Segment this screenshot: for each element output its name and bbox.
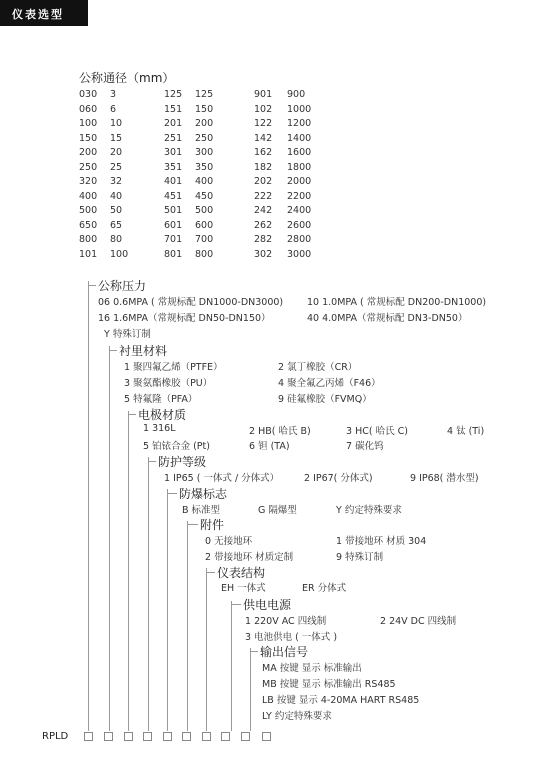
connector-line	[88, 281, 89, 731]
diameter-cell: 2200	[287, 190, 312, 202]
diameter-cell: 800	[79, 234, 98, 245]
connector-line	[250, 651, 258, 652]
diameter-cell: 350	[195, 161, 214, 173]
diameter-cell: 801	[164, 248, 183, 260]
model-code-box	[262, 732, 271, 741]
structure-option: EH 一体式	[221, 583, 266, 594]
diameter-cell: 200	[79, 147, 98, 158]
diameter-cell: 650	[79, 219, 98, 231]
lining-option: 1 聚四氟乙烯（PTFE）	[124, 362, 223, 373]
pressure-option: 10 1.0MPA ( 常规标配 DN200-DN1000)	[307, 297, 487, 308]
diameter-cell: 20	[110, 147, 123, 158]
protection-option: 1 IP65 ( 一体式 / 分体式）	[164, 473, 280, 484]
model-code-box	[241, 732, 250, 741]
diameter-cell: 50	[110, 205, 123, 216]
diameter-cell: 1800	[287, 161, 312, 173]
output-title: 输出信号	[260, 645, 309, 659]
model-code-box	[124, 732, 133, 741]
diameter-cell: 500	[79, 205, 98, 216]
diameter-cell: 142	[254, 132, 273, 144]
diameter-cell: 40	[110, 190, 123, 202]
explosion-option: G 隔爆型	[258, 505, 297, 516]
protection-title: 防护等级	[158, 455, 207, 469]
connector-line	[206, 568, 207, 731]
power-option: 3 电池供电 ( 一体式 )	[245, 632, 338, 643]
pressure-option: Y 特殊订制	[104, 329, 151, 340]
model-code-box	[182, 732, 191, 741]
connector-line	[109, 350, 117, 351]
lining-option: 5 特氟隆（PFA）	[124, 394, 198, 405]
diameter-cell: 125	[195, 89, 214, 100]
output-option: LB 按键 显示 4-20MA HART RS485	[262, 695, 420, 706]
model-code-box	[84, 732, 93, 741]
electrode-option: 5 铂铱合金 (Pt)	[143, 441, 210, 452]
diameter-cell: 25	[110, 161, 123, 173]
diameter-cell: 701	[164, 234, 183, 245]
model-code-box	[143, 732, 152, 741]
diameter-cell: 1200	[287, 118, 312, 129]
connector-line	[231, 604, 241, 605]
diameter-cell: 150	[195, 103, 214, 115]
lining-option: 2 氯丁橡胶（CR）	[278, 362, 358, 373]
diameter-cell: 400	[79, 190, 98, 202]
diameter-cell: 262	[254, 219, 273, 231]
model-prefix: RPLD	[42, 731, 69, 742]
diameter-cell: 030	[79, 89, 98, 100]
section-header-title: 仪表选型	[12, 8, 64, 21]
diameter-cell: 32	[110, 176, 123, 187]
diameter-cell: 2800	[287, 234, 312, 245]
diameter-cell: 302	[254, 248, 273, 260]
diameter-cell: 222	[254, 190, 273, 202]
section-header	[0, 0, 88, 26]
diameter-cell: 600	[195, 219, 214, 231]
diameter-cell: 80	[110, 234, 123, 245]
diameter-cell: 501	[164, 205, 183, 216]
model-code-box	[202, 732, 211, 741]
explosion-option: B 标准型	[182, 505, 221, 516]
diameter-title: 公称通径（mm）	[79, 71, 175, 85]
power-option: 1 220V AC 四线制	[245, 616, 327, 627]
connector-line	[128, 411, 129, 731]
diameter-cell: 282	[254, 234, 273, 245]
diameter-cell: 151	[164, 103, 183, 115]
diameter-cell: 100	[110, 248, 129, 260]
diameter-cell: 3	[110, 89, 117, 100]
structure-option: ER 分体式	[302, 583, 347, 594]
diameter-cell: 901	[254, 89, 273, 100]
connector-line	[148, 461, 156, 462]
connector-line	[109, 346, 110, 731]
output-option: MA 按键 显示 标准输出	[262, 663, 362, 674]
accessory-option: 1 带接地环 材质 304	[336, 536, 427, 547]
diameter-cell: 450	[195, 190, 214, 202]
model-code-box	[221, 732, 230, 741]
connector-line	[187, 521, 188, 731]
electrode-title: 电极材质	[138, 408, 187, 422]
output-option: LY 约定特殊要求	[262, 711, 332, 722]
diameter-cell: 2600	[287, 219, 312, 231]
diameter-cell: 1600	[287, 147, 312, 158]
diameter-cell: 10	[110, 118, 123, 129]
diameter-cell: 300	[195, 147, 214, 158]
power-option: 2 24V DC 四线制	[380, 616, 457, 627]
diameter-cell: 200	[195, 118, 214, 129]
diameter-cell: 800	[195, 248, 214, 260]
lining-option: 4 聚全氟乙丙烯（F46）	[278, 378, 381, 389]
diameter-cell: 1400	[287, 132, 312, 144]
structure-title: 仪表结构	[217, 566, 266, 580]
accessory-option: 0 无接地环	[205, 536, 253, 547]
diameter-cell: 400	[195, 176, 214, 187]
diameter-cell: 2400	[287, 205, 312, 216]
protection-option: 2 IP67( 分体式)	[304, 473, 373, 484]
diameter-cell: 202	[254, 176, 273, 187]
diameter-cell: 601	[164, 219, 183, 231]
diameter-cell: 162	[254, 147, 273, 158]
diameter-cell: 1000	[287, 103, 312, 115]
connector-line	[167, 489, 168, 731]
diameter-cell: 251	[164, 132, 183, 144]
diameter-cell: 122	[254, 118, 273, 129]
connector-line	[231, 601, 232, 731]
diameter-cell: 301	[164, 147, 183, 158]
diameter-cell: 242	[254, 205, 273, 216]
connector-line	[206, 572, 215, 573]
electrode-option: 6 钽 (TA)	[249, 441, 290, 452]
diameter-cell: 250	[195, 132, 214, 144]
diameter-cell: 150	[79, 132, 98, 144]
diameter-cell: 101	[79, 248, 98, 260]
diameter-cell: 451	[164, 190, 183, 202]
diameter-cell: 700	[195, 234, 214, 245]
diameter-cell: 6	[110, 103, 117, 115]
diameter-cell: 250	[79, 161, 98, 173]
diameter-cell: 900	[287, 89, 306, 100]
lining-option: 9 硅氟橡胶（FVMQ）	[278, 394, 372, 405]
diameter-cell: 182	[254, 161, 273, 173]
protection-option: 9 IP68( 潜水型)	[410, 473, 479, 484]
connector-line	[88, 285, 96, 286]
diameter-cell: 351	[164, 161, 183, 173]
lining-option: 3 聚氨酯橡胶（PU）	[124, 378, 213, 389]
diameter-cell: 125	[164, 89, 183, 100]
lining-title: 衬里材料	[119, 344, 168, 358]
electrode-option: 7 碳化钨	[346, 441, 384, 452]
model-code-box	[163, 732, 172, 741]
connector-line	[250, 648, 251, 731]
model-code-box	[104, 732, 113, 741]
connector-line	[128, 414, 136, 415]
electrode-option: 4 钛 (Ti)	[447, 426, 485, 437]
connector-line	[148, 457, 149, 731]
diameter-cell: 500	[195, 205, 214, 216]
electrode-option: 2 HB( 哈氏 B)	[249, 426, 311, 437]
explosion-title: 防爆标志	[179, 487, 228, 501]
accessory-option: 2 带接地环 材质定制	[205, 552, 294, 563]
diameter-cell: 401	[164, 176, 183, 187]
diameter-cell: 201	[164, 118, 183, 129]
electrode-option: 1 316L	[143, 423, 176, 434]
diameter-cell: 65	[110, 219, 123, 231]
pressure-option: 06 0.6MPA ( 常规标配 DN1000-DN3000)	[98, 297, 284, 308]
electrode-option: 3 HC( 哈氏 C)	[346, 426, 408, 437]
diameter-cell: 2000	[287, 176, 312, 187]
diameter-cell: 320	[79, 176, 98, 187]
diameter-cell: 100	[79, 118, 98, 129]
diameter-cell: 3000	[287, 248, 312, 260]
power-title: 供电电源	[243, 598, 292, 612]
pressure-option: 16 1.6MPA（常规标配 DN50-DN150）	[98, 313, 271, 324]
accessory-option: 9 特殊订制	[336, 552, 384, 563]
connector-line	[167, 493, 177, 494]
output-option: MB 按键 显示 标准输出 RS485	[262, 679, 396, 690]
diameter-cell: 102	[254, 103, 273, 115]
pressure-title: 公称压力	[98, 279, 147, 293]
pressure-option: 40 4.0MPA（常规标配 DN3-DN50）	[307, 313, 468, 324]
connector-line	[187, 524, 198, 525]
diameter-cell: 15	[110, 132, 123, 144]
explosion-option: Y 约定特殊要求	[336, 505, 402, 516]
accessory-title: 附件	[200, 518, 225, 532]
diameter-cell: 060	[79, 103, 98, 115]
